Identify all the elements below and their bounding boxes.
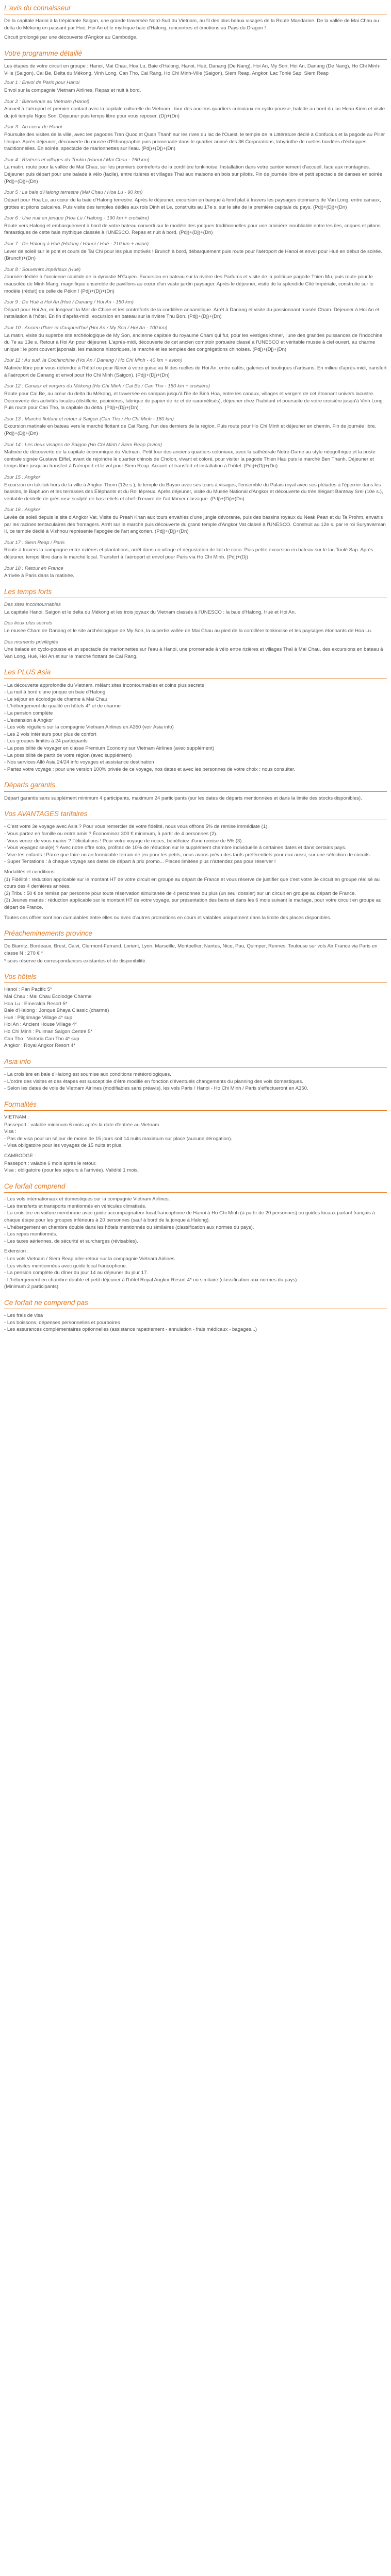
block-body: Accueil à l'aéroport et premier contact avec la capitale culturelle du Vietnam : tour des anciens quartiers coloniaux en cyclo-pousse, balade au bord du lac Hoan Kiem et visite du joli temple Ngoc Son. Déjeuner puis temps libre pour vous reposer. (Dj)+(Dn) <box>4 106 385 119</box>
itinerary-block <box>4 157 387 185</box>
block-body: Excursion en tuk-tuk hors de la ville à Angkor Thom (12e s.), le temple du Bayon avec ses tours à visages, l'ensemble du Palais royal avec ses pléiades à l'éperrier dans les bassins, le Baphuon et les terrasses des Éléphants et du Roi lépreux. Après déjeuner, visite du Musée National d'Angkor et découverte du très élégant Banteay Srei (10e s.), véritable dentelle de grès rose sculpté de bas-reliefs et chef-d'œuvre de l'art khmer classique. (Pdj)+(Dj)+(Dn) <box>4 482 383 502</box>
connoisseur-paragraph: Circuit prolongé par une découverte d'Angkor au Cambodge. <box>4 35 138 41</box>
hotel-item: Hué : Pilgrimage Village 4* sup <box>4 1014 73 1021</box>
plus-item: - La nuit à bord d'une jonque en baie d'Halong <box>4 689 106 696</box>
advantage-item: - Vous venez de vous marier ? Félicitations ! Pour votre voyage de noces, bénéficiez d'une remise de 5% (3). <box>4 838 243 844</box>
program-intro: Les étapes de votre circuit en groupe : Hanoi, Mai Chau, Hoa Lu, Baie d'Halong, Hanoi, Hué, Danang (De Nang), Hoi An, My Son, Hoi An, Danang (De Nang), Ho Chi Minh-Ville (Saigon), Cai Be, Delta du Mékong, Vinh Long, Can Tho, Cai Rang, Ho Chi Minh-Ville (Saigon), Siem Reap, Angkor, Lac Tonlé Sap, Siem Reap <box>4 63 381 76</box>
advantage-item: - Vive les enfants ! Parce que faire un an formidable terrain de jeu pour les petits, nous avons prévu des tarifs préférentiels pour eux aussi, sur une sélection de circuits. <box>4 852 371 858</box>
block-title: Jour 14 : Les deux visages de Saigon (Ho Chi Minh / Siem Reap (avion) <box>4 442 162 448</box>
itinerary-block <box>4 416 387 437</box>
pre-routing-note: * sous réserve de correspondances existantes et de disponibilité. <box>4 958 147 964</box>
hotel-item: Ho Chi Minh : Pullman Saigon Centre 5* <box>4 1029 93 1035</box>
block-title: Jour 4 : Rizières et villages du Tonkin (Hanoi / Mai Chau - 160 km) <box>4 157 150 163</box>
highlights-groups <box>4 601 387 660</box>
block-body: Excursion matinale en bateau vers le marché flottant de Cai Rang, l'un des derniers de la région. Puis route pour Ho Chi Minh et déjeuner en chemin. Fin de journée libre. (Pdj)+(Dj)+(Dn) <box>4 423 377 436</box>
connoisseur-content <box>4 18 387 41</box>
advantages-footer: Toutes ces offres sont non cumulables entre elles ou avec d'autres promotions en cours et valables uniquement dans la limite des places disponibles. <box>4 914 332 921</box>
plus-heading: Les PLUS Asia <box>4 667 387 679</box>
itinerary-block <box>4 639 387 660</box>
block-body: Départ pour Hoi An, en longeant la Mer de Chine et les contreforts de la cordillère annamitique. Arrêt à Danang et visite du passionnant musée Cham. Déjeuner à Hoi An et installation à l'hôtel. En fin d'après-midi, excursion en bateau sur la rivière Thu Bon. (Pdj)+(Dj)+(Dn) <box>4 307 380 320</box>
itinerary-block <box>4 266 387 295</box>
conditions-list <box>4 876 387 911</box>
not-included-item: - Les boissons, dépenses personnelles et pourboires <box>4 1319 120 1326</box>
formality-item: Visa : <box>4 1129 17 1135</box>
included-item: - Les repas mentionnés. <box>4 1231 57 1238</box>
program-days <box>4 79 387 580</box>
block-body: La matin, route pour la vallée de Mai Chau, sur les premiers contreforts de la cordillère tonkinoise. Installation dans votre cantonnement d'accueil, face aux montagnes. Déjeuner puis départ pour une balade à vélo (facile), entre rizières et villages Thaï aux maisons en bois sur pilotis. Fin de journée libre et petit spectacle de danses en soirée. (Pdj)+(Dj)+(Dn) <box>4 164 384 184</box>
asia-info-list <box>4 1071 387 1092</box>
formality-item: - Visa obligatoire pour les voyages de 15 nuits et plus. <box>4 1143 123 1149</box>
block-title: Jour 7 : De Halong à Hué (Halong / Hanoi / Hué - 210 km + avion) <box>4 241 149 247</box>
block-title: Jour 1 : Envol de Paris pour Hanoi <box>4 80 80 86</box>
connoisseur-paragraph: De la capitale Hanoi à la trépidante Saigon, une grande traversée Nord-Sud du Vietnam, au fil des plus beaux visages de la Route Mandarine. De la vallée de Mai Chau au delta du Mékong en passant par Hué, Hoi An et le mythique baie d'Halong, rencontres et émotions au Pays du Dragon ! <box>4 18 379 31</box>
plus-item: - Les 2 vols intérieurs pour plus de confort <box>4 731 96 737</box>
itinerary-block <box>4 565 387 580</box>
asia-info-item: - La croisière en baie d'Halong est soumise aux conditions météorologiques. <box>4 1072 171 1078</box>
condition-item: (2) Tribu : 50 € de remise par personne pour toute réservation simultanée de 4 personnes ou plus (un seul dossier) sur un circuit en groupe au départ de France. <box>4 890 356 896</box>
departures-heading: Départs garantis <box>4 780 387 791</box>
itinerary-block <box>4 539 387 561</box>
hotel-item: Mai Chau : Mai Chau Ecolodge Charme <box>4 994 92 1000</box>
conditions-title: Modalités et conditions <box>4 869 55 875</box>
itinerary-block <box>4 241 387 262</box>
block-body: Poursuite des visites de la ville, avec les pagodes Tran Quoc et Quan Thanh sur les rives du lac de l'Ouest, le temple de la Littérature dédié à Confucius et la pagode au Pilier Unique. Après déjeuner, découverte du musée d'Ethnographie puis promenade dans le quartier animé des 36 Corporations, labyrinthe de ruelles bordées d'échoppes traditionnelles. En soirée, spectacle de marionnettes sur l'eau. (Pdj)+(Dj)+(Dn) <box>4 132 385 152</box>
hotel-item: Hoi An : Ancient House Village 4* <box>4 1022 77 1028</box>
plus-item: - L'hébergement de qualité en hôtels 4* et de charme <box>4 703 121 709</box>
itinerary-block <box>4 98 387 120</box>
itinerary-block <box>4 601 387 616</box>
not-included-item: - Les assurances complémentaires optionnelles (assistance rapatriement - annulation - frais médicaux - bagages...) <box>4 1327 257 1333</box>
plus-item: - La possibilité de voyager en classe Premium Economy sur Vietnam Airlines (avec supplément) <box>4 745 215 751</box>
block-title: Des lieux plus secrets <box>4 620 53 626</box>
hotel-item: Baie d'Halong : Jonque Bhaya Classic (charme) <box>4 1008 109 1014</box>
formalities-heading: Formalités <box>4 1099 387 1111</box>
advantage-item: - Vous partez en famille ou entre amis ? Économisez 300 € minimum, à partir de 4 personnes (2). <box>4 831 218 837</box>
plus-item: - La possibilité de partir de votre région (avec supplément) <box>4 752 132 758</box>
plus-item: - Le séjour en écolodge de charme à Mai Chau <box>4 696 107 702</box>
block-body: Arrivée à Paris dans la matinée. <box>4 573 74 579</box>
extension-item: - Les vols Vietnam / Siem Reap aller-retour sur la compagnie Vietnam Airlines. <box>4 1256 176 1262</box>
condition-item: (1) Fidélité : réduction applicable sur le montant HT de votre circuit en groupe au départ de France et vous réserve de justifier que c'est votre 3e circuit en groupe réalisé au cours des 4 dernières années. <box>4 876 380 890</box>
block-title: Jour 3 : Au cœur de Hanoi <box>4 124 62 130</box>
hotels-heading: Vos hôtels <box>4 972 387 983</box>
block-body: Envol sur la compagnie Vietnam Airlines. Repas et nuit à bord. <box>4 87 141 93</box>
plus-list <box>4 682 387 773</box>
condition-item: (3) Jeunes mariés : réduction applicable sur le montant HT de votre voyage, sur présentation des bans et dans les 6 mois suivant le mariage, pour votre circuit en groupe au départ de France. <box>4 897 382 911</box>
block-title: Jour 16 : Angkor <box>4 507 41 513</box>
program-heading: Votre programme détaillé <box>4 48 387 60</box>
block-title: Des sites incontournables <box>4 602 61 608</box>
vietnam-list <box>4 1122 387 1149</box>
advantage-item: - C'est votre 3e voyage avec Asia ? Pour vous remercier de votre fidélité, nous vous offrons 5% de remise immédiate (1). <box>4 824 269 830</box>
asia-info-heading: Asia info <box>4 1057 387 1068</box>
included-list <box>4 1196 387 1245</box>
extension-item: (Minimum 2 participants) <box>4 1284 59 1290</box>
itinerary-block <box>4 474 387 502</box>
asia-info-item: - L'ordre des visites et des étapes est susceptible d'être modifié en fonction d'éventuels changements du planning des vols domestiques. <box>4 1078 303 1084</box>
vietnam-title: VIETNAM : <box>4 1114 29 1121</box>
block-title: Jour 18 : Retour en France <box>4 565 63 571</box>
itinerary-block <box>4 79 387 94</box>
block-body: Journée dédiée à l'ancienne capitale de la dynastie N'Guyen. Excursion en bateau sur la rivière des Parfums et visite de la politique pagode Thien Mu, puis route pour le mausolée de Minh Mang, magnifique ensemble de pavillons au cœur d'un vaste jardin paysager. Après le déjeuner, visite de la splendide Cité Impériale, construite sur le modèle (réduit) de celle de Pékin ! (Pdj)+(Dj)+(Dn) <box>4 274 373 294</box>
block-body: Route à travers la campagne entre rizières et plantations, arrêt dans un village et dégustation de lait de coco. Puis petite excursion en bateau sur le lac Tonlé Sap. Après déjeuner, temps libre dans le marché local. Transfert à l'aéroport et envol pour Paris via Ho Chi Minh. (Pdj)+(Dj) <box>4 547 373 561</box>
cambodia-list <box>4 1160 387 1174</box>
formality-item: Visa : obligatoire (pour les séjours à l'arrivée). Validité 1 mois. <box>4 1167 139 1174</box>
not-included-heading: Ce forfait ne comprend pas <box>4 1298 387 1309</box>
block-title: Jour 6 : Une nuit en jonque (Hoa Lu / Halong - 190 km + croisière) <box>4 215 149 222</box>
plus-item: - Les vols réguliers sur la compagnie Vietnam Airlines en A350 (voir Asia info) <box>4 724 174 731</box>
block-title: Jour 12 : Canaux et vergers du Mékong (Ho Chi Minh / Cai Be / Can Tho - 150 km + croisière) <box>4 383 210 389</box>
included-item: - Les vols internationaux et domestiques sur la compagnie Vietnam Airlines. <box>4 1196 170 1202</box>
plus-item: - Les groupes limités à 24 participants <box>4 738 88 744</box>
not-included-item: - Les frais de visa <box>4 1313 43 1319</box>
not-included-list <box>4 1312 387 1333</box>
block-body: Levée de soleil depuis le site d'Angkor Vat. Visite du Preah Khan aux tours envahies d'une jungle dévorante, puis des bassins royaux du Neak Pean et du Ta Prohm, envahis par les racines tentaculaires des fromagers. Arrêt sur le marché puis découverte du grand temple d'Angkor Vat classé à l'UNESCO. Construit au 12e s. par le roi Suryavarman II, ce temple dédié à Vishnou représente l'apogée de l'art angkorien. (Pdj)+(Dj)+(Dn) <box>4 515 386 535</box>
hotel-item: Hoa Lu : Emeralda Resort 5* <box>4 1001 68 1007</box>
block-title: Des moments privilégiés <box>4 639 58 645</box>
block-body: Le musée Cham de Danang et le site archéologique de My Son, la superbe vallée de Mai Chau au pied de la cordillère tonkinoise et les paysages étonnants de Hoa Lu. <box>4 628 372 634</box>
extension-list <box>4 1256 387 1291</box>
block-title: Jour 8 : Souvenirs impériaux (Hué) <box>4 266 81 273</box>
block-body: Matinée de découverte de la capitale économique du Vietnam. Petit tour des anciens quartiers coloniaux, avec la cathédrale Notre-Dame au style néogothique et la poste centrale signée Gustave Eiffel, avant de rejoindre le quartier chinois de Cholon, vivant et coloré, pour visiter la pagode Thien Hau puis le marché Ben Thanh. Déjeuner et temps libre jusqu'au transfert à l'aéroport et le vol pour Siem Reap. Accueil et transfert et installation à l'hôtel. (Pdj)+(Dj)+(Dn) <box>4 449 376 469</box>
block-body: Une balade en cyclo-pousse et un spectacle de marionnettes sur l'eau à Hanoi, une promenade à vélo entre rizières et villages Thaï à Mai Chau, des excursions en bateau à Van Long, Hué, Hoi An et sur le marché flottant de Cai Rang. <box>4 647 383 659</box>
block-title: Jour 5 : La baie d'Halong terrestre (Mai Chau / Hoa Lu - 90 km) <box>4 190 143 196</box>
hotel-item: Can Tho : Victoria Can Tho 4* sup <box>4 1036 79 1042</box>
extension-item: - Les visites mentionnées avec guide local francophone. <box>4 1263 127 1269</box>
cambodia-title: CAMBODGE : <box>4 1153 36 1159</box>
advantages-list <box>4 823 387 866</box>
extension-title: Extension : <box>4 1248 29 1255</box>
block-title: Jour 10 : Ancien d'hier et d'aujourd'hui (Hoi An / My Son / Hoi An - 100 km) <box>4 325 168 331</box>
block-body: La matin, visite du superbe site archéologique de My Son, ancienne capitale du royaume Cham qui fut, pour les vestiges khmer, l'une des grandes puissances de l'Indochine du 7e au 13e s. Retour à Hoi An pour déjeuner. L'après-midi, découverte de cet ancien comptoir portuaire classé à l'UNESCO et véritable musée à ciel ouvert, au charme unique : le pont couvert japonais, les maisons historiques, le marché et les temples des congrégations chinoises. (Pdj)+(Dj)+(Dn) <box>4 332 383 352</box>
formality-item: - Pas de visa pour un séjour de moins de 15 jours soit 14 nuits maximum sur place (aucune dérogation). <box>4 1136 233 1142</box>
asia-info-item: - Selon les dates de vols de Vietnam Airlines (modifiables sans préavis), les vols Paris / Hanoi - Ho Chi Minh / Paris s'effectueront en A350. <box>4 1086 308 1092</box>
itinerary-block <box>4 189 387 211</box>
pre-routing-heading: Préacheminements province <box>4 928 387 940</box>
itinerary-block <box>4 357 387 379</box>
block-title: Jour 13 : Marché flottant et retour à Saigon (Can Tho / Ho Chi Minh - 180 km) <box>4 416 174 422</box>
block-title: Jour 2 : Bienvenue au Vietnam (Hanoi) <box>4 98 90 105</box>
block-title: Jour 17 : Siem Reap / Paris <box>4 539 65 546</box>
hotels-list <box>4 986 387 1049</box>
itinerary-block <box>4 442 387 470</box>
departures-text: Départ garantis sans supplément minimum 4 participants, maximum 24 participants (sur les dates de départs mentionnées et dans la limite des stocks disponibles). <box>4 795 362 801</box>
block-body: Lever de soleil sur le pont et cours de Tai Chi pour les plus motivés ! Brunch à bord, débarquement puis route pour l'aéroport de Hanoi et envol pour Hué en début de soirée. (Brunch)+(Dn) <box>4 248 382 262</box>
plus-item: - Nos services Allô Asia 24/24 info voyages et assistance destination <box>4 759 154 766</box>
included-item: - L'hébergement en chambre double dans les hôtels mentionnés ou similaires (classification aux normes du pays). <box>4 1224 254 1230</box>
included-item: - La croisière en voiture membrane avec guide accompagnateur local francophone de Hanoi à Ho Chi Minh (à partir de 20 personnes) ou guides locaux parlant français à chaque étape pour les groupes inférieurs à 20 personnes (sauf à bord de la jonque à Halong). <box>4 1210 375 1223</box>
included-item: - Les taxes aériennes, de sécurité et surcharges (révisables). <box>4 1238 138 1244</box>
itinerary-block <box>4 215 387 236</box>
plus-item: - L'extension à Angkor <box>4 717 53 723</box>
included-heading: Ce forfait comprend <box>4 1181 387 1193</box>
plus-item: - La pension complète <box>4 710 53 716</box>
itinerary-block <box>4 383 387 411</box>
extension-item: - La pension complète du dîner du jour 14 au déjeuner du jour 17. <box>4 1270 148 1276</box>
plus-item: - Partez votre voyage : pour une version 100% privée de ce voyage, nos dates et avec les personnes de votre choix : nous consulter. <box>4 766 296 772</box>
block-body: Départ pour Hoa Lu, au cœur de la baie d'Halong terrestre. Après le déjeuner, excursion en barque à fond plat à travers les paysages étonnants de Van Long, entre canaux, grottes et pitons calcaires. Puis visite des temples dédiés aux rois Dinh et Le, construits au 17e s. sur le site de la première capitale du pays. (Pdj)+(Dj)+(Dn) <box>4 197 381 210</box>
formality-item: Passeport : valable minimum 6 mois après la date d'entrée au Vietnam. <box>4 1122 160 1128</box>
itinerary-block <box>4 620 387 634</box>
highlights-heading: Les temps forts <box>4 587 387 598</box>
block-body: Route pour Cai Be, au cœur du delta du Mékong, et traversée en sampan jusqu'à l'île de Binh Hoa, entre les canaux, villages et vergers de cet étonnant univers lacustre. Découverte des activités locales (distillerie, pépinières, fabrique de papier de riz et de caramélisés), déjeuner chez l'habitant et poursuite de votre croisière jusqu'à Vinh Long. Puis route pour Can Tho, la capitale du delta. (Pdj)+(Dj)+(Dn) <box>4 391 384 411</box>
hotel-item: Hanoi : Pan Pacific 5* <box>4 987 52 993</box>
block-title: Jour 11 : Au sud, la Cochinchine (Hoi An / Danang / Ho Chi Minh - 40 km + avion) <box>4 358 183 364</box>
block-body: La capitale Hanoi, Saigon et le delta du Mékong et les trois joyaux du Vietnam classés à l'UNESCO : la baie d'Halong, Hué et Hoi An. <box>4 609 296 615</box>
extension-item: - L'hébergement en chambre double et petit déjeuner à l'hôtel Royal Angkor Resort 4* ou similaire (classification aux normes du pays). <box>4 1277 298 1283</box>
itinerary-block <box>4 124 387 152</box>
pre-routing-text: De Biarritz, Bordeaux, Brest, Calvi, Clermont-Ferrand, Lorient, Lyon, Marseille, Montpellier, Nantes, Nice, Pau, Quimper, Rennes, Toulouse sur vols Air France via Paris en classe N : 270 € * <box>4 943 378 957</box>
itinerary-block <box>4 506 387 535</box>
itinerary-block <box>4 299 387 320</box>
hotel-item: Angkor : Royal Angkor Resort 4* <box>4 1043 76 1049</box>
advantage-item: - Super Tentations : à chaque voyage ses dates de départ à prix promo... Places limitées plus n'attendez pas pour réserver ! <box>4 859 276 865</box>
advantage-item: - Vous voyagez seul(e) ? Avec notre offre solo, profitez de 10% de réduction sur le supplément chambre individuelle à certaines dates et dans certains pays. <box>4 845 347 851</box>
connoisseur-heading: L'avis du connaisseur <box>4 3 387 14</box>
block-body: Matinée libre pour vous détendre à l'hôtel ou pour flâner à votre guise au fil des ruelles de Hoi An, entre cafés, galeries et boutiques d'artisans. En milieu d'après-midi, transfert à l'aéroport de Danang et envol pour Ho Chi Minh (Saigon). (Pdj)+(Dj)+(Dn) <box>4 365 387 378</box>
block-title: Jour 15 : Angkor <box>4 474 41 480</box>
formality-item: Passeport : valable 6 mois après le retour. <box>4 1160 97 1166</box>
advantages-heading: Vos AVANTAGES tarifaires <box>4 809 387 820</box>
itinerary-block <box>4 325 387 353</box>
block-title: Jour 9 : De Hué à Hoi An (Hué / Danang / Hoi An - 150 km) <box>4 299 134 306</box>
included-item: - Les transferts et transports mentionnés en véhicules climatisés. <box>4 1203 146 1209</box>
plus-item: - La découverte approfondie du Vietnam, mêlant sites incontournables et coins plus secrets <box>4 682 204 688</box>
block-body: Route vers Halong et embarquement à bord de votre bateau converti sur le modèle des jonques traditionnelles pour une croisière inoubliable entre les îles, criques et pitons fantastiques de cette baie mythique classée à l'UNESCO. Repas et nuit à bord. (Pdj)+(Dj)+(Dn) <box>4 223 381 236</box>
